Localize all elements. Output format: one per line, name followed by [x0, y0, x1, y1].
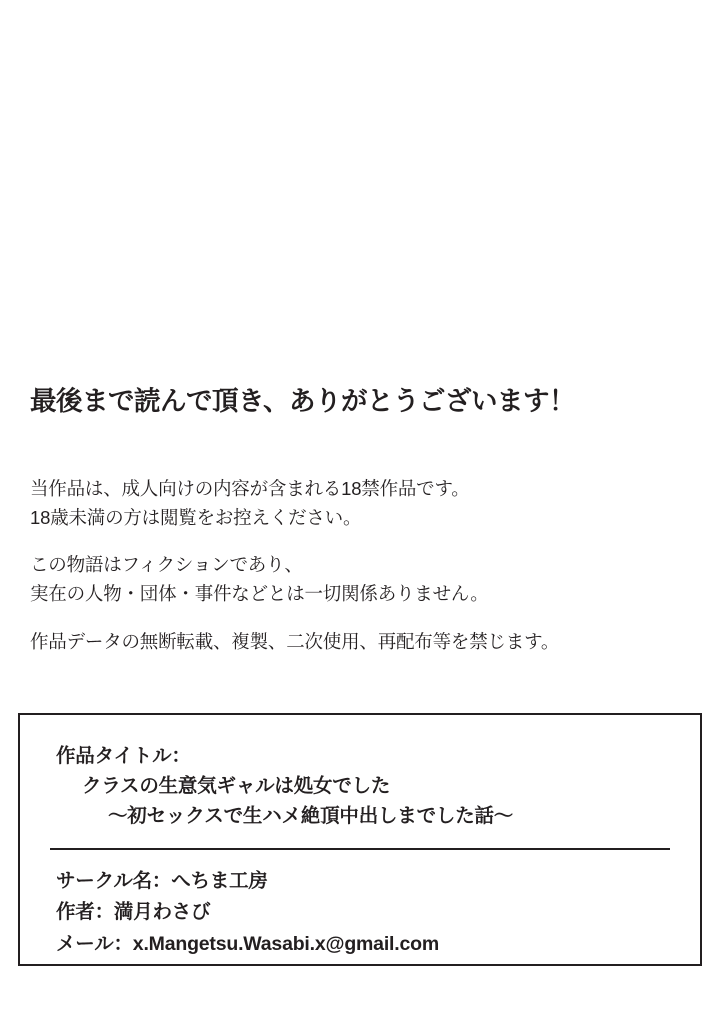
notice-line-fiction-2: 実在の人物・団体・事件などとは一切関係ありません。 [30, 583, 489, 605]
notice-spacer-2 [30, 609, 690, 628]
work-title-sub: 〜初セックスで生ハメ絶頂中出しまでした話〜 [108, 805, 514, 828]
notice-block [30, 475, 690, 656]
work-info-box [18, 713, 702, 966]
thank-you-headline: 最後まで読んで頂き、ありがとうございます！ [30, 386, 575, 416]
notice-line-fiction-1: この物語はフィクションであり、 [30, 554, 303, 576]
credits-block [20, 850, 700, 961]
notice-spacer-1 [30, 532, 690, 551]
work-info-inner [20, 715, 700, 960]
work-title-main: クラスの生意気ギャルは処女でした [82, 775, 391, 798]
notice-line-age-restriction-2: 18歳未満の方は閲覧をお控えください。 [30, 506, 362, 528]
circle-name: サークル名：へちま工房 [56, 869, 268, 892]
author-name: 作者：満月わさび [56, 901, 211, 924]
notice-line-copyright: 作品データの無断転載、複製、二次使用、再配布等を禁じます。 [30, 630, 560, 652]
contact-email: メール：x.Mangetsu.Wasabi.x@gmail.com [56, 932, 439, 955]
work-title-label: 作品タイトル： [56, 745, 191, 767]
notice-line-age-restriction-1: 当作品は、成人向けの内容が含まれる18禁作品です。 [30, 478, 470, 499]
